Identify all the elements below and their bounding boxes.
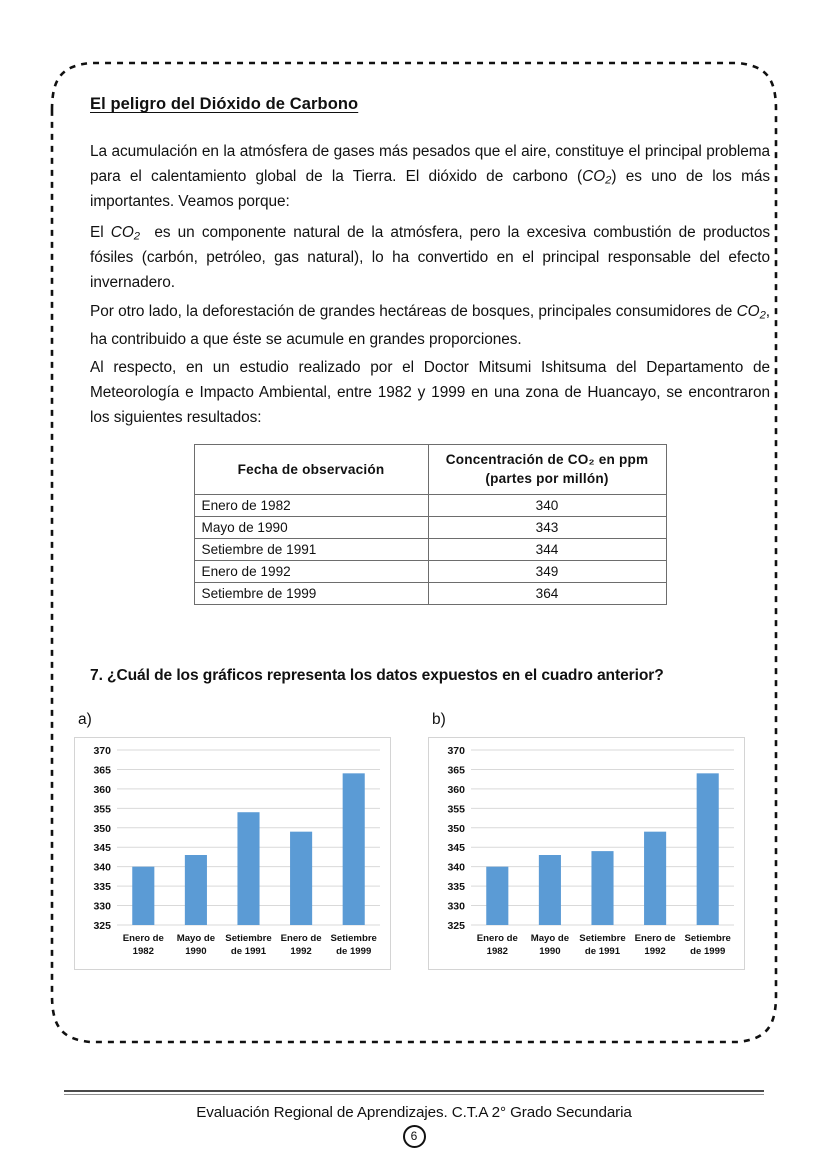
observations-table (194, 444, 667, 605)
x-axis-category-label: Enero de (280, 933, 322, 945)
y-axis-tick-label: 330 (447, 900, 465, 913)
x-axis-category-label: Setiembre (330, 933, 377, 945)
paragraph-4: Al respecto, en un estudio realizado por el Doctor Mitsumi Ishitsuma del Departamento de Meteorología e Impacto Ambiental, entre 1982 y 1999 en una zona de Huancayo, se encontraron los siguientes resultados: (90, 358, 770, 426)
y-axis-tick-label: 335 (93, 881, 111, 894)
table-cell-date: Setiembre de 1991 (194, 539, 428, 561)
x-axis-category-label: 1990 (185, 946, 207, 958)
table-cell-value: 349 (428, 561, 666, 583)
x-axis-category-label: Enero de (476, 933, 518, 945)
table-cell-date: Setiembre de 1999 (194, 583, 428, 605)
table-cell-date: Enero de 1992 (194, 561, 428, 583)
x-axis-category-label: 1992 (290, 946, 312, 958)
question-text: 7. ¿Cuál de los gráficos representa los datos expuestos en el cuadro anterior? (90, 667, 664, 685)
option-b-label: b) (432, 711, 446, 729)
y-axis-tick-label: 325 (447, 920, 465, 933)
table-cell-value: 343 (428, 517, 666, 539)
paragraph-3: Por otro lado, la deforestación de grandes hectáreas de bosques, principales consumidores de $CO_2$, ha contribuido a que éste se acumule en grandes proporciones. (90, 302, 770, 349)
bar (486, 867, 508, 925)
x-axis-category-label: 1992 (644, 946, 666, 958)
chart-option-a (74, 711, 391, 970)
table-header-concentration-line2: (partes por millón) (485, 470, 609, 486)
chart-option-b (428, 711, 745, 970)
x-axis-category-label: Mayo de (530, 933, 570, 945)
table-body (194, 495, 666, 605)
y-axis-tick-label: 350 (93, 822, 111, 835)
page-footer (0, 1090, 828, 1148)
observations-table-wrapper (90, 444, 770, 605)
y-axis-tick-label: 370 (93, 745, 111, 758)
bar (539, 855, 561, 925)
bar (644, 832, 666, 925)
chart-b-svg (429, 738, 744, 969)
x-axis-category-label: Enero de (634, 933, 676, 945)
y-axis-tick-label: 325 (93, 920, 111, 933)
x-axis-category-label: de 1991 (230, 946, 267, 958)
footer-text: Evaluación Regional de Aprendizajes. C.T.A 2° Grado Secundaria (196, 1104, 632, 1121)
table-row (194, 561, 666, 583)
table-cell-value: 364 (428, 583, 666, 605)
page-number: 6 (403, 1125, 426, 1148)
table-cell-date: Mayo de 1990 (194, 517, 428, 539)
y-axis-tick-label: 360 (93, 784, 111, 797)
y-axis-tick-label: 370 (447, 745, 465, 758)
x-axis-category-label: de 1999 (336, 946, 372, 958)
bar (290, 832, 312, 925)
bar (591, 851, 613, 925)
table-cell-value: 344 (428, 539, 666, 561)
y-axis-tick-label: 355 (447, 803, 465, 816)
table-cell-value: 340 (428, 495, 666, 517)
y-axis-tick-label: 355 (93, 803, 111, 816)
page-title: El peligro del Dióxido de Carbono (90, 95, 359, 113)
table-cell-date: Enero de 1982 (194, 495, 428, 517)
table-row (194, 539, 666, 561)
table-row (194, 495, 666, 517)
bar (237, 812, 259, 925)
y-axis-tick-label: 360 (447, 784, 465, 797)
x-axis-category-label: 1982 (132, 946, 154, 958)
paragraph-1: La acumulación en la atmósfera de gases más pesados que el aire, constituye el principal problema para el calentamiento global de la Tierra. El dióxido de carbono $(CO_2)$ es uno de los más importantes. Veamos porque: (90, 143, 770, 210)
y-axis-tick-label: 330 (93, 900, 111, 913)
x-axis-category-label: Setiembre (579, 933, 626, 945)
chart-a-panel (74, 737, 391, 970)
bar (697, 773, 719, 925)
y-axis-tick-label: 340 (447, 861, 465, 874)
y-axis-tick-label: 365 (447, 764, 465, 777)
y-axis-tick-label: 340 (93, 861, 111, 874)
table-row (194, 517, 666, 539)
y-axis-tick-label: 345 (447, 842, 465, 855)
bar (343, 773, 365, 925)
table-header-concentration-line1: Concentración de CO₂ en ppm (445, 452, 649, 468)
chart-a-svg (75, 738, 390, 969)
x-axis-category-label: de 1999 (690, 946, 726, 958)
x-axis-category-label: de 1991 (584, 946, 621, 958)
footer-divider (64, 1090, 764, 1095)
y-axis-tick-label: 345 (93, 842, 111, 855)
x-axis-category-label: 1990 (539, 946, 561, 958)
option-a-label: a) (78, 711, 92, 729)
bar (132, 867, 154, 925)
x-axis-category-label: Setiembre (684, 933, 731, 945)
bar (185, 855, 207, 925)
x-axis-category-label: Setiembre (225, 933, 272, 945)
y-axis-tick-label: 350 (447, 822, 465, 835)
document-content (78, 95, 770, 971)
x-axis-category-label: Enero de (122, 933, 164, 945)
chart-b-panel (428, 737, 745, 970)
charts-row (78, 711, 770, 971)
y-axis-tick-label: 365 (93, 764, 111, 777)
x-axis-category-label: Mayo de (176, 933, 216, 945)
table-header-concentration (428, 445, 666, 495)
table-row (194, 583, 666, 605)
paragraph-2: El $CO_2$ es un componente natural de la atmósfera, pero la excesiva combustión de productos fósiles (carbón, petróleo, gas natural), lo ha convertido en el principal responsable del efecto invernadero. (90, 223, 770, 291)
y-axis-tick-label: 335 (447, 881, 465, 894)
table-header-date: Fecha de observación (194, 445, 428, 495)
x-axis-category-label: 1982 (486, 946, 508, 958)
table-header-row (194, 445, 666, 495)
